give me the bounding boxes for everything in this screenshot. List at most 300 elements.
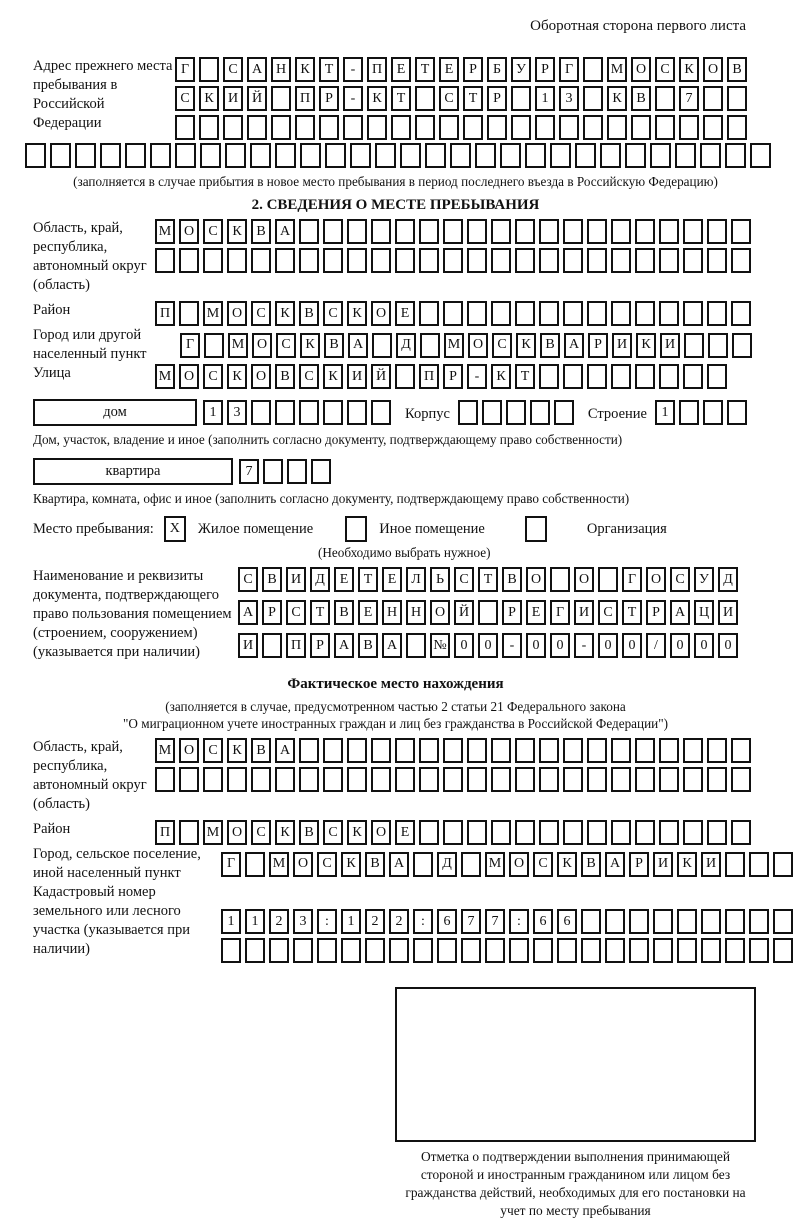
char-box[interactable]	[250, 143, 271, 168]
char-box[interactable]	[635, 820, 655, 845]
char-box[interactable]: Й	[454, 600, 474, 625]
char-box[interactable]	[275, 400, 295, 425]
char-box[interactable]: 7	[485, 909, 505, 934]
char-box[interactable]: П	[155, 820, 175, 845]
char-box[interactable]: :	[317, 909, 337, 934]
char-box[interactable]	[155, 248, 175, 273]
char-box[interactable]: 6	[557, 909, 577, 934]
char-box[interactable]	[443, 301, 463, 326]
char-box[interactable]: А	[348, 333, 368, 358]
char-box[interactable]	[515, 219, 535, 244]
char-box[interactable]	[367, 115, 387, 140]
char-box[interactable]	[251, 767, 271, 792]
char-box[interactable]	[725, 852, 745, 877]
char-box[interactable]	[700, 143, 721, 168]
char-box[interactable]: Р	[502, 600, 522, 625]
char-box[interactable]	[727, 86, 747, 111]
char-box[interactable]: О	[646, 567, 666, 592]
char-box[interactable]: К	[341, 852, 361, 877]
char-box[interactable]: Ц	[694, 600, 714, 625]
char-box[interactable]: К	[677, 852, 697, 877]
char-box[interactable]	[179, 301, 199, 326]
kadastr-boxes-1[interactable]	[221, 909, 797, 934]
char-box[interactable]	[225, 143, 246, 168]
char-box[interactable]	[227, 767, 247, 792]
char-box[interactable]	[485, 938, 505, 963]
char-box[interactable]	[530, 400, 550, 425]
char-box[interactable]	[179, 248, 199, 273]
char-box[interactable]: Т	[515, 364, 535, 389]
char-box[interactable]: :	[509, 909, 529, 934]
char-box[interactable]	[319, 115, 339, 140]
char-box[interactable]: Т	[622, 600, 642, 625]
char-box[interactable]: С	[317, 852, 337, 877]
char-box[interactable]: О	[509, 852, 529, 877]
char-box[interactable]	[347, 219, 367, 244]
char-box[interactable]: О	[293, 852, 313, 877]
char-box[interactable]: 1	[245, 909, 265, 934]
char-box[interactable]	[563, 820, 583, 845]
char-box[interactable]	[539, 219, 559, 244]
char-box[interactable]	[419, 738, 439, 763]
char-box[interactable]: Л	[406, 567, 426, 592]
char-box[interactable]: Н	[406, 600, 426, 625]
char-box[interactable]	[371, 219, 391, 244]
char-box[interactable]: Т	[478, 567, 498, 592]
char-box[interactable]	[341, 938, 361, 963]
char-box[interactable]	[653, 909, 673, 934]
char-box[interactable]	[611, 820, 631, 845]
char-box[interactable]: Т	[319, 57, 339, 82]
char-box[interactable]	[659, 767, 679, 792]
char-box[interactable]	[611, 767, 631, 792]
char-box[interactable]	[677, 938, 697, 963]
char-box[interactable]: Е	[395, 301, 415, 326]
char-box[interactable]	[443, 738, 463, 763]
char-box[interactable]	[773, 852, 793, 877]
char-box[interactable]: В	[324, 333, 344, 358]
char-box[interactable]: 2	[389, 909, 409, 934]
char-box[interactable]	[275, 143, 296, 168]
char-box[interactable]: П	[367, 57, 387, 82]
char-box[interactable]: Д	[437, 852, 457, 877]
char-box[interactable]: С	[203, 738, 223, 763]
char-box[interactable]	[677, 909, 697, 934]
char-box[interactable]: М	[444, 333, 464, 358]
char-box[interactable]: А	[247, 57, 267, 82]
char-box[interactable]: Г	[180, 333, 200, 358]
char-box[interactable]: В	[365, 852, 385, 877]
char-box[interactable]: Т	[310, 600, 330, 625]
char-box[interactable]	[375, 143, 396, 168]
char-box[interactable]	[598, 567, 618, 592]
char-box[interactable]	[635, 364, 655, 389]
char-box[interactable]	[263, 459, 283, 484]
char-box[interactable]	[299, 767, 319, 792]
char-box[interactable]	[371, 767, 391, 792]
char-box[interactable]: М	[203, 301, 223, 326]
char-box[interactable]: К	[367, 86, 387, 111]
char-box[interactable]	[463, 115, 483, 140]
char-box[interactable]	[600, 143, 621, 168]
char-box[interactable]	[317, 938, 337, 963]
char-box[interactable]	[100, 143, 121, 168]
char-box[interactable]	[605, 909, 625, 934]
char-box[interactable]	[287, 459, 307, 484]
char-box[interactable]	[443, 767, 463, 792]
char-box[interactable]: К	[516, 333, 536, 358]
char-box[interactable]	[587, 219, 607, 244]
char-box[interactable]: С	[251, 301, 271, 326]
char-box[interactable]: 2	[269, 909, 289, 934]
char-box[interactable]	[635, 767, 655, 792]
char-box[interactable]: М	[607, 57, 627, 82]
char-box[interactable]: -	[574, 633, 594, 658]
char-box[interactable]: У	[694, 567, 714, 592]
char-box[interactable]	[563, 248, 583, 273]
char-box[interactable]	[299, 248, 319, 273]
char-box[interactable]	[611, 248, 631, 273]
char-box[interactable]	[605, 938, 625, 963]
house-number-boxes[interactable]	[203, 400, 395, 425]
char-box[interactable]	[467, 219, 487, 244]
char-box[interactable]	[450, 143, 471, 168]
char-box[interactable]	[707, 738, 727, 763]
char-box[interactable]: А	[275, 219, 295, 244]
char-box[interactable]: В	[334, 600, 354, 625]
char-box[interactable]: С	[223, 57, 243, 82]
char-box[interactable]	[271, 86, 291, 111]
char-box[interactable]: -	[343, 57, 363, 82]
char-box[interactable]	[347, 738, 367, 763]
char-box[interactable]	[413, 852, 433, 877]
char-box[interactable]	[475, 143, 496, 168]
char-box[interactable]	[554, 400, 574, 425]
char-box[interactable]	[125, 143, 146, 168]
char-box[interactable]	[583, 86, 603, 111]
char-box[interactable]	[511, 86, 531, 111]
oblast-boxes-1[interactable]	[155, 219, 755, 244]
char-box[interactable]: С	[454, 567, 474, 592]
char-box[interactable]: -	[467, 364, 487, 389]
char-box[interactable]	[179, 767, 199, 792]
char-box[interactable]	[419, 767, 439, 792]
char-box[interactable]	[491, 301, 511, 326]
char-box[interactable]: А	[238, 600, 258, 625]
char-box[interactable]: Е	[382, 567, 402, 592]
char-box[interactable]	[458, 400, 478, 425]
char-box[interactable]	[391, 115, 411, 140]
ulitsa-boxes[interactable]	[155, 364, 731, 389]
char-box[interactable]	[708, 333, 728, 358]
char-box[interactable]: К	[227, 738, 247, 763]
char-box[interactable]: П	[155, 301, 175, 326]
char-box[interactable]	[461, 938, 481, 963]
char-box[interactable]	[419, 301, 439, 326]
char-box[interactable]: С	[299, 364, 319, 389]
char-box[interactable]: С	[203, 364, 223, 389]
char-box[interactable]	[587, 301, 607, 326]
char-box[interactable]: Й	[371, 364, 391, 389]
char-box[interactable]: А	[564, 333, 584, 358]
char-box[interactable]	[535, 115, 555, 140]
char-box[interactable]	[563, 219, 583, 244]
oblast-boxes-2[interactable]	[155, 248, 755, 273]
char-box[interactable]	[703, 400, 723, 425]
char-box[interactable]	[179, 820, 199, 845]
stay-other-premises-checkbox[interactable]	[345, 516, 367, 542]
char-box[interactable]: К	[227, 364, 247, 389]
char-box[interactable]	[443, 248, 463, 273]
char-box[interactable]: 2	[365, 909, 385, 934]
char-box[interactable]: С	[238, 567, 258, 592]
char-box[interactable]	[491, 248, 511, 273]
char-box[interactable]: В	[299, 820, 319, 845]
char-box[interactable]: М	[155, 738, 175, 763]
char-box[interactable]	[389, 938, 409, 963]
char-box[interactable]	[295, 115, 315, 140]
char-box[interactable]: М	[228, 333, 248, 358]
stroenie-boxes[interactable]	[655, 400, 751, 425]
char-box[interactable]: 0	[550, 633, 570, 658]
char-box[interactable]: Н	[382, 600, 402, 625]
char-box[interactable]	[731, 820, 751, 845]
char-box[interactable]	[701, 909, 721, 934]
char-box[interactable]: К	[607, 86, 627, 111]
char-box[interactable]: Г	[559, 57, 579, 82]
char-box[interactable]: Г	[221, 852, 241, 877]
char-box[interactable]	[625, 143, 646, 168]
char-box[interactable]	[683, 767, 703, 792]
char-box[interactable]	[683, 820, 703, 845]
char-box[interactable]: Г	[550, 600, 570, 625]
char-box[interactable]: 0	[454, 633, 474, 658]
char-box[interactable]: Т	[391, 86, 411, 111]
char-box[interactable]	[347, 400, 367, 425]
gorod-boxes[interactable]	[180, 333, 756, 358]
char-box[interactable]	[515, 820, 535, 845]
char-box[interactable]	[150, 143, 171, 168]
char-box[interactable]	[262, 633, 282, 658]
char-box[interactable]	[749, 938, 769, 963]
char-box[interactable]: 7	[679, 86, 699, 111]
char-box[interactable]	[299, 738, 319, 763]
prev-address-overflow-row[interactable]	[25, 143, 758, 168]
char-box[interactable]: 0	[478, 633, 498, 658]
char-box[interactable]	[323, 738, 343, 763]
char-box[interactable]: №	[430, 633, 450, 658]
char-box[interactable]	[487, 115, 507, 140]
char-box[interactable]: А	[334, 633, 354, 658]
char-box[interactable]: М	[155, 219, 175, 244]
char-box[interactable]: О	[574, 567, 594, 592]
char-box[interactable]: Д	[718, 567, 738, 592]
char-box[interactable]	[400, 143, 421, 168]
char-box[interactable]	[659, 219, 679, 244]
char-box[interactable]: Г	[175, 57, 195, 82]
char-box[interactable]: И	[701, 852, 721, 877]
char-box[interactable]	[611, 219, 631, 244]
char-box[interactable]: -	[343, 86, 363, 111]
fact-oblast-boxes-1[interactable]	[155, 738, 755, 763]
char-box[interactable]	[509, 938, 529, 963]
char-box[interactable]: И	[574, 600, 594, 625]
char-box[interactable]: О	[371, 301, 391, 326]
char-box[interactable]	[415, 86, 435, 111]
char-box[interactable]: О	[430, 600, 450, 625]
char-box[interactable]	[245, 852, 265, 877]
char-box[interactable]: В	[727, 57, 747, 82]
char-box[interactable]: П	[295, 86, 315, 111]
char-box[interactable]	[563, 301, 583, 326]
char-box[interactable]	[221, 938, 241, 963]
char-box[interactable]	[659, 301, 679, 326]
char-box[interactable]	[323, 219, 343, 244]
char-box[interactable]	[347, 248, 367, 273]
char-box[interactable]	[732, 333, 752, 358]
char-box[interactable]	[659, 364, 679, 389]
char-box[interactable]: Н	[271, 57, 291, 82]
char-box[interactable]	[415, 115, 435, 140]
char-box[interactable]	[515, 767, 535, 792]
char-box[interactable]: К	[275, 301, 295, 326]
char-box[interactable]	[587, 820, 607, 845]
char-box[interactable]	[269, 938, 289, 963]
char-box[interactable]	[511, 115, 531, 140]
char-box[interactable]	[653, 938, 673, 963]
char-box[interactable]	[773, 909, 793, 934]
char-box[interactable]: И	[223, 86, 243, 111]
char-box[interactable]: И	[612, 333, 632, 358]
char-box[interactable]	[539, 248, 559, 273]
char-box[interactable]: Р	[487, 86, 507, 111]
char-box[interactable]: Е	[395, 820, 415, 845]
char-box[interactable]	[467, 301, 487, 326]
char-box[interactable]	[539, 820, 559, 845]
char-box[interactable]	[683, 301, 703, 326]
char-box[interactable]	[731, 301, 751, 326]
char-box[interactable]	[539, 301, 559, 326]
char-box[interactable]: Д	[396, 333, 416, 358]
char-box[interactable]	[275, 248, 295, 273]
char-box[interactable]	[343, 115, 363, 140]
char-box[interactable]	[683, 248, 703, 273]
char-box[interactable]: Р	[588, 333, 608, 358]
char-box[interactable]	[365, 938, 385, 963]
char-box[interactable]	[731, 738, 751, 763]
char-box[interactable]	[443, 820, 463, 845]
char-box[interactable]	[515, 248, 535, 273]
char-box[interactable]: Е	[526, 600, 546, 625]
char-box[interactable]	[731, 767, 751, 792]
char-box[interactable]	[515, 738, 535, 763]
char-box[interactable]: В	[275, 364, 295, 389]
char-box[interactable]	[607, 115, 627, 140]
char-box[interactable]: А	[275, 738, 295, 763]
char-box[interactable]: К	[491, 364, 511, 389]
char-box[interactable]	[587, 364, 607, 389]
char-box[interactable]	[635, 738, 655, 763]
char-box[interactable]	[425, 143, 446, 168]
char-box[interactable]: 1	[341, 909, 361, 934]
char-box[interactable]	[583, 115, 603, 140]
char-box[interactable]: О	[371, 820, 391, 845]
char-box[interactable]	[461, 852, 481, 877]
char-box[interactable]	[629, 938, 649, 963]
char-box[interactable]: К	[679, 57, 699, 82]
char-box[interactable]	[395, 219, 415, 244]
char-box[interactable]: О	[227, 301, 247, 326]
char-box[interactable]	[372, 333, 392, 358]
char-box[interactable]: С	[323, 301, 343, 326]
char-box[interactable]: А	[382, 633, 402, 658]
char-box[interactable]	[563, 364, 583, 389]
char-box[interactable]: Р	[629, 852, 649, 877]
char-box[interactable]: В	[581, 852, 601, 877]
char-box[interactable]: А	[389, 852, 409, 877]
char-box[interactable]	[749, 852, 769, 877]
char-box[interactable]: Р	[463, 57, 483, 82]
char-box[interactable]	[683, 364, 703, 389]
char-box[interactable]	[525, 143, 546, 168]
char-box[interactable]: А	[670, 600, 690, 625]
char-box[interactable]: М	[485, 852, 505, 877]
apartment-boxes[interactable]	[239, 459, 335, 484]
char-box[interactable]	[655, 115, 675, 140]
char-box[interactable]	[587, 248, 607, 273]
char-box[interactable]: Р	[443, 364, 463, 389]
char-box[interactable]: М	[203, 820, 223, 845]
char-box[interactable]: 6	[437, 909, 457, 934]
char-box[interactable]	[251, 400, 271, 425]
char-box[interactable]: К	[347, 820, 367, 845]
document-boxes-1[interactable]	[238, 567, 742, 592]
char-box[interactable]	[581, 909, 601, 934]
char-box[interactable]: Р	[262, 600, 282, 625]
char-box[interactable]	[75, 143, 96, 168]
char-box[interactable]: О	[468, 333, 488, 358]
char-box[interactable]: О	[227, 820, 247, 845]
prev-address-row-2[interactable]	[175, 86, 751, 111]
char-box[interactable]: О	[251, 364, 271, 389]
char-box[interactable]	[491, 219, 511, 244]
char-box[interactable]	[559, 115, 579, 140]
korpus-boxes[interactable]	[458, 400, 578, 425]
char-box[interactable]	[293, 938, 313, 963]
char-box[interactable]	[731, 219, 751, 244]
char-box[interactable]	[420, 333, 440, 358]
char-box[interactable]: 3	[293, 909, 313, 934]
char-box[interactable]	[675, 143, 696, 168]
char-box[interactable]	[659, 820, 679, 845]
char-box[interactable]: И	[653, 852, 673, 877]
char-box[interactable]	[575, 143, 596, 168]
char-box[interactable]: В	[540, 333, 560, 358]
char-box[interactable]: 3	[227, 400, 247, 425]
char-box[interactable]	[271, 115, 291, 140]
char-box[interactable]	[539, 738, 559, 763]
char-box[interactable]	[419, 219, 439, 244]
char-box[interactable]: С	[655, 57, 675, 82]
char-box[interactable]	[491, 820, 511, 845]
char-box[interactable]	[703, 115, 723, 140]
char-box[interactable]: К	[295, 57, 315, 82]
char-box[interactable]: 0	[598, 633, 618, 658]
char-box[interactable]: К	[557, 852, 577, 877]
kadastr-boxes-2[interactable]	[221, 938, 797, 963]
char-box[interactable]	[659, 248, 679, 273]
char-box[interactable]	[175, 143, 196, 168]
